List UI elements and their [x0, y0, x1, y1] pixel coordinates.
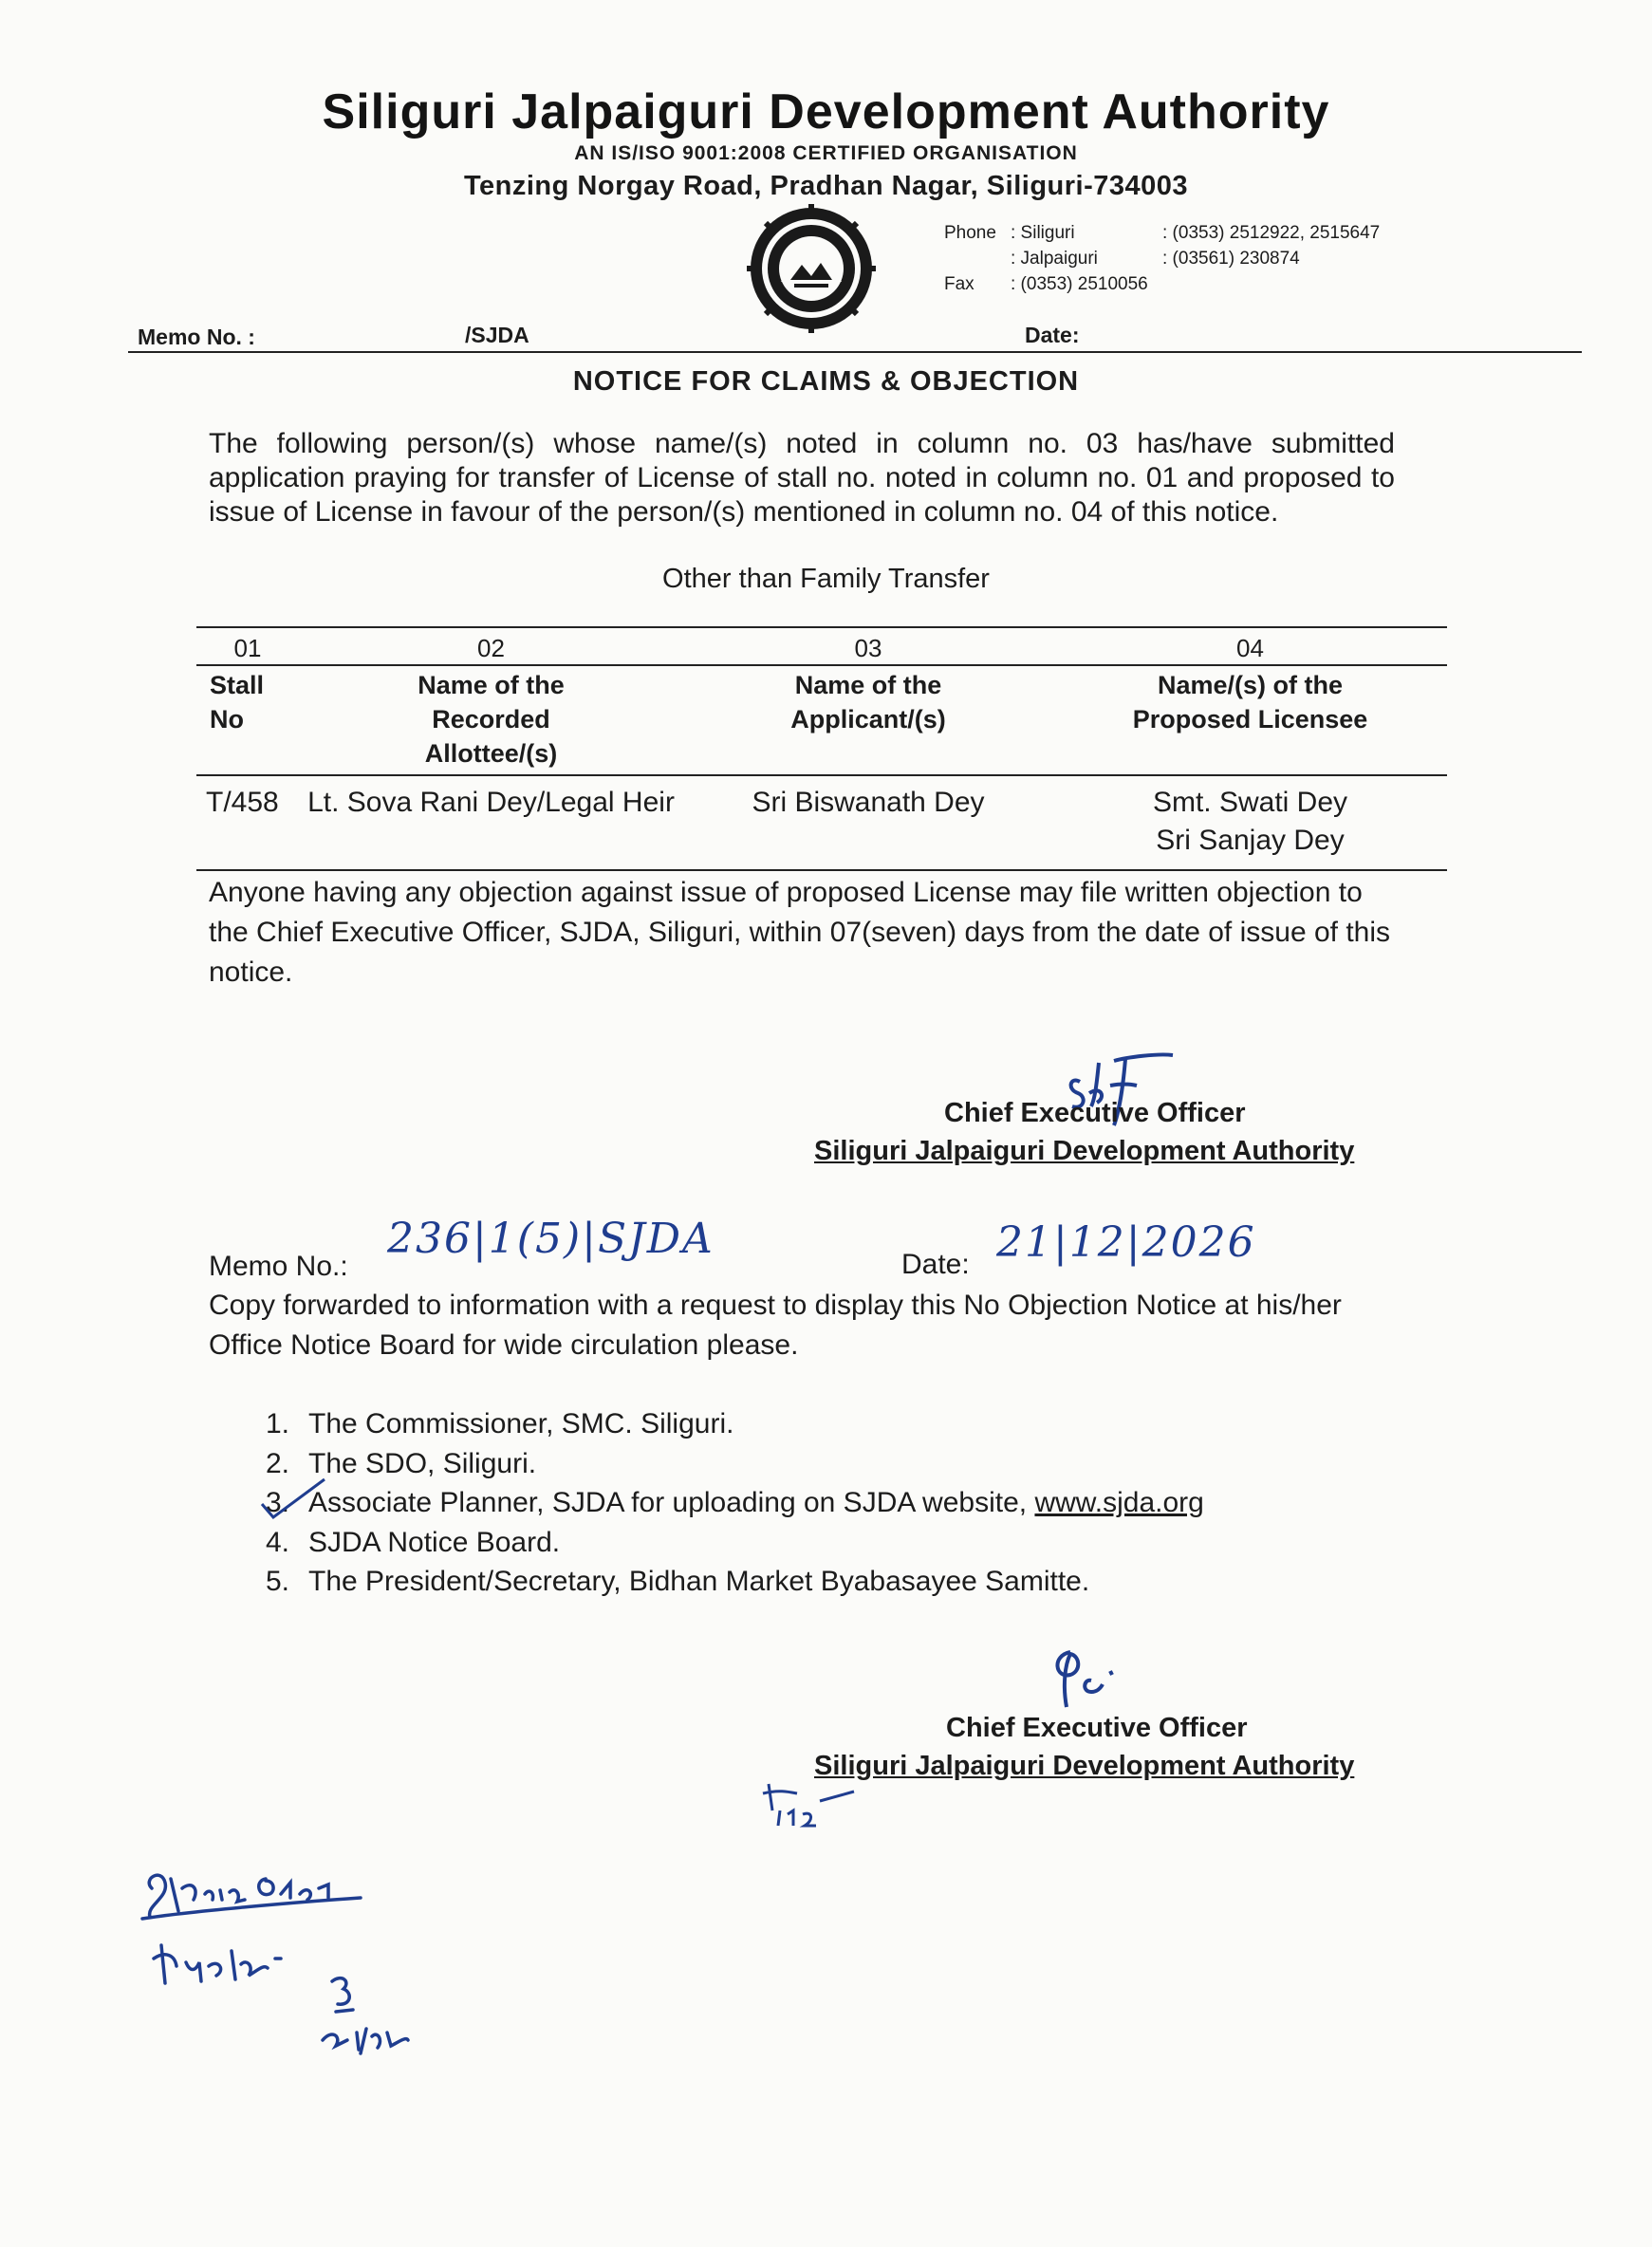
- checkmark-annotation: [256, 1476, 332, 1523]
- notice-subtitle: Other than Family Transfer: [662, 564, 990, 594]
- handwritten-date: 21|12|2026: [996, 1218, 1256, 1267]
- contact-row: [944, 246, 1380, 271]
- contact-city: : Jalpaiguri: [1011, 249, 1098, 269]
- memo-suffix-top: /SJDA: [465, 323, 529, 347]
- proposed-licensee: [1053, 775, 1447, 870]
- notice-title: NOTICE FOR CLAIMS & OBJECTION: [572, 366, 1080, 397]
- column-header-text: Name of the Applicant/(s): [790, 671, 946, 734]
- list-number: 4.: [266, 1526, 290, 1558]
- header-divider: [128, 351, 1582, 353]
- list-text-main: Associate Planner, SJDA for uploading on SJDA website,: [308, 1487, 1035, 1518]
- date-label-top: Date:: [1025, 323, 1080, 347]
- list-item: [266, 1523, 1204, 1563]
- contact-city: : Siliguri: [1011, 223, 1075, 243]
- certification: AN IS/ISO 9001:2008 CERTIFIED ORGANISATION: [574, 142, 1078, 164]
- signature-scribble: [1042, 1637, 1137, 1713]
- forward-date-label: Date:: [901, 1249, 970, 1280]
- allottee-name: Lt. Sova Rani Dey/Legal Heir: [299, 775, 683, 870]
- address: Tenzing Norgay Road, Pradhan Nagar, Siliguri-734003: [463, 171, 1189, 201]
- contact-key: Phone: [944, 223, 996, 243]
- list-text: The SDO, Siliguri.: [308, 1447, 537, 1479]
- column-header-text: Name of the Recorded Allottee/(s): [418, 671, 565, 768]
- handwritten-memo-number: 236|1(5)|SJDA: [387, 1215, 715, 1263]
- list-text: [308, 1483, 1204, 1523]
- forward-text: Copy forwarded to information with a request to display this No Objection Notice at his/her Office Notice Board for wide circulation please.: [209, 1290, 1342, 1361]
- signatory-org: Siliguri Jalpaiguri Development Authority: [814, 1136, 1355, 1166]
- column-number-row: [196, 627, 1447, 665]
- contact-block: [944, 220, 1380, 297]
- list-text: SJDA Notice Board.: [308, 1526, 561, 1558]
- column-number: 02: [299, 627, 683, 665]
- sjda-logo: [745, 202, 878, 335]
- column-header-text: Name/(s) of the Proposed Licensee: [1132, 671, 1368, 734]
- signatory-title: Chief Executive Officer: [946, 1713, 1248, 1743]
- list-number: 3.: [266, 1487, 290, 1518]
- list-number: 5.: [266, 1566, 290, 1597]
- notice-intro: The following person/(s) whose name/(s) noted in column no. 03 has/have submitted application praying for transfer of License of stall no. noted in column no. 01 and proposed to issue of License in favour of the person/(s) mentioned in column no. 04 of this notice.: [209, 428, 1395, 528]
- contact-row: [944, 220, 1380, 246]
- column-header: [683, 665, 1053, 775]
- contact-number: : (03561) 230874: [1162, 249, 1300, 269]
- contact-number: : (0353) 2512922, 2515647: [1162, 223, 1381, 243]
- list-item: [266, 1404, 1204, 1444]
- stall-table: [196, 626, 1447, 871]
- contact-row: [944, 271, 1380, 297]
- list-item: [266, 1562, 1204, 1602]
- list-number: 2.: [266, 1447, 290, 1479]
- list-number: 1.: [266, 1408, 290, 1439]
- org-name: Siliguri Jalpaiguri Development Authority: [322, 84, 1330, 139]
- contact-city: : (0353) 2510056: [1011, 274, 1148, 294]
- list-item: [266, 1444, 1204, 1484]
- list-text: The Commissioner, SMC. Siliguri.: [308, 1408, 734, 1439]
- column-header: [299, 665, 683, 775]
- column-number: 04: [1053, 627, 1447, 665]
- applicant-name: Sri Biswanath Dey: [683, 775, 1053, 870]
- contact-key: Fax: [944, 274, 974, 294]
- initials-annotation: [759, 1773, 873, 1829]
- contact-key: [944, 246, 1011, 271]
- list-item: [266, 1483, 1204, 1523]
- objection-text: Anyone having any objection against issue of proposed License may file written objection to the Chief Executive Officer, SJDA, Siliguri, within 07(seven) days from the date of issue of this notice.: [209, 877, 1391, 988]
- column-header: Stall No: [196, 665, 299, 775]
- column-header: [1053, 665, 1447, 775]
- licensee-name: Sri Sanjay Dey: [1156, 825, 1345, 856]
- memo-label-top: Memo No. :: [138, 325, 255, 349]
- column-number: 03: [683, 627, 1053, 665]
- stall-number: T/458: [196, 775, 299, 870]
- signatory-org: Siliguri Jalpaiguri Development Authority: [814, 1751, 1355, 1781]
- column-number: 01: [196, 627, 299, 665]
- table-row: [196, 775, 1447, 870]
- handwritten-note: [133, 1860, 474, 2069]
- list-text: The President/Secretary, Bidhan Market Byabasayee Samitte.: [308, 1566, 1090, 1597]
- forward-memo-label: Memo No.:: [209, 1251, 348, 1282]
- licensee-name: Smt. Swati Dey: [1152, 787, 1348, 818]
- signatory-title: Chief Executive Officer: [944, 1098, 1246, 1128]
- recipient-list: [266, 1404, 1204, 1602]
- website-link[interactable]: www.sjda.org: [1034, 1487, 1204, 1518]
- table-header-row: [196, 665, 1447, 775]
